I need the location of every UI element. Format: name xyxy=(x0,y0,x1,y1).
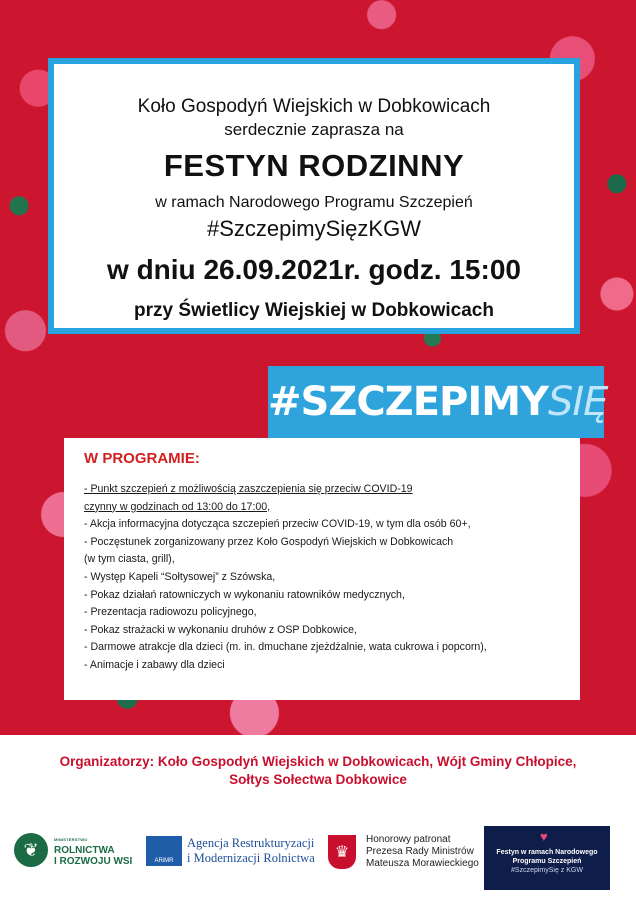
badge-line-3: #SzczepimySię z KGW xyxy=(511,867,583,874)
wheat-icon: ❦ xyxy=(14,833,48,867)
szczepimy-banner xyxy=(268,366,608,438)
event-date: w dniu 26.09.2021r. godz. 15:00 xyxy=(107,254,521,285)
banner-accent: SIĘ xyxy=(547,379,608,425)
invitation-panel xyxy=(48,58,580,334)
organizers-line-1: Organizatorzy: Koło Gospodyń Wiejskich w Dobkowicach, Wójt Gminy Chłopice, xyxy=(59,754,577,769)
invites-line: serdecznie zaprasza na xyxy=(224,120,404,139)
eagle-emblem-icon: ♛ xyxy=(328,835,356,869)
list-item: - Poczęstunek zorganizowany przez Koło Gospodyń Wiejskich w Dobkowicach xyxy=(84,535,454,548)
list-item: czynny w godzinach od 13:00 do 17:00, xyxy=(84,500,271,513)
patron-line-3: Mateusza Morawieckiego xyxy=(366,858,479,869)
list-item: - Darmowe atrakcje dla dzieci (m. in. dmuchane zjeżdżalnie, wata cukrowa i popcorn), xyxy=(84,641,487,654)
badge-line-2: Programu Szczepień xyxy=(512,858,582,865)
ministry-small-label: MINISTERSTWO xyxy=(54,836,88,842)
banner-main: #SZCZEPIMY xyxy=(268,379,548,425)
arimr-logo xyxy=(146,836,315,866)
sponsor-footer xyxy=(0,818,636,900)
ministry-agriculture-logo xyxy=(14,833,132,867)
organizer-line: Koło Gospodyń Wiejskich w Dobkowicach xyxy=(137,96,491,117)
patron-line-2: Prezesa Rady Ministrów xyxy=(366,846,474,857)
list-item: - Akcja informacyjna dotycząca szczepień przeciw COVID-19, w tym dla osób 60+, xyxy=(84,518,471,531)
program-panel xyxy=(64,438,580,700)
festyn-badge xyxy=(484,826,610,890)
list-item: - Występ Kapeli “Sołtysowej” z Szówska, xyxy=(84,570,276,583)
heart-icon: ♥ xyxy=(540,829,548,844)
list-item: - Pokaz strażacki w wykonaniu druhów z OSP Dobkowice, xyxy=(84,623,358,636)
event-place: przy Świetlicy Wiejskiej w Dobkowicach xyxy=(134,300,494,321)
list-item: (w tym ciasta, grill), xyxy=(84,553,175,566)
arimr-line-2: i Modernizacji Rolnictwa xyxy=(187,851,315,865)
badge-line-1: Festyn w ramach Narodowego xyxy=(496,849,598,856)
event-hashtag: #SzczepimySięzKGW xyxy=(207,216,421,241)
ministry-line-1: ROLNICTWA xyxy=(54,844,115,856)
organizers-section xyxy=(0,735,636,818)
program-line: w ramach Narodowego Programu Szczepień xyxy=(155,194,473,211)
program-list xyxy=(84,481,560,675)
list-item: - Pokaz działań ratowniczych w wykonaniu ratowników medycznych, xyxy=(84,588,405,601)
list-item: - Prezentacja radiowozu policyjnego, xyxy=(84,606,257,619)
patron-line-1: Honorowy patronat xyxy=(366,834,451,845)
event-title: FESTYN RODZINNY xyxy=(163,148,465,183)
arimr-mark-label: ARiMR xyxy=(154,858,174,864)
arimr-icon xyxy=(146,836,182,866)
organizers-line-2: Sołtys Sołectwa Dobkowice xyxy=(229,772,407,787)
list-item: - Punkt szczepień z możliwością zaszczepienia się przeciw COVID-19 xyxy=(84,483,413,495)
program-heading: W PROGRAMIE: xyxy=(84,450,200,467)
ministry-line-2: I ROZWOJU WSI xyxy=(54,855,133,867)
arimr-line-1: Agencja Restrukturyzacji xyxy=(187,836,315,850)
patronage-logo xyxy=(328,834,479,870)
list-item: - Animacje i zabawy dla dzieci xyxy=(84,658,225,671)
